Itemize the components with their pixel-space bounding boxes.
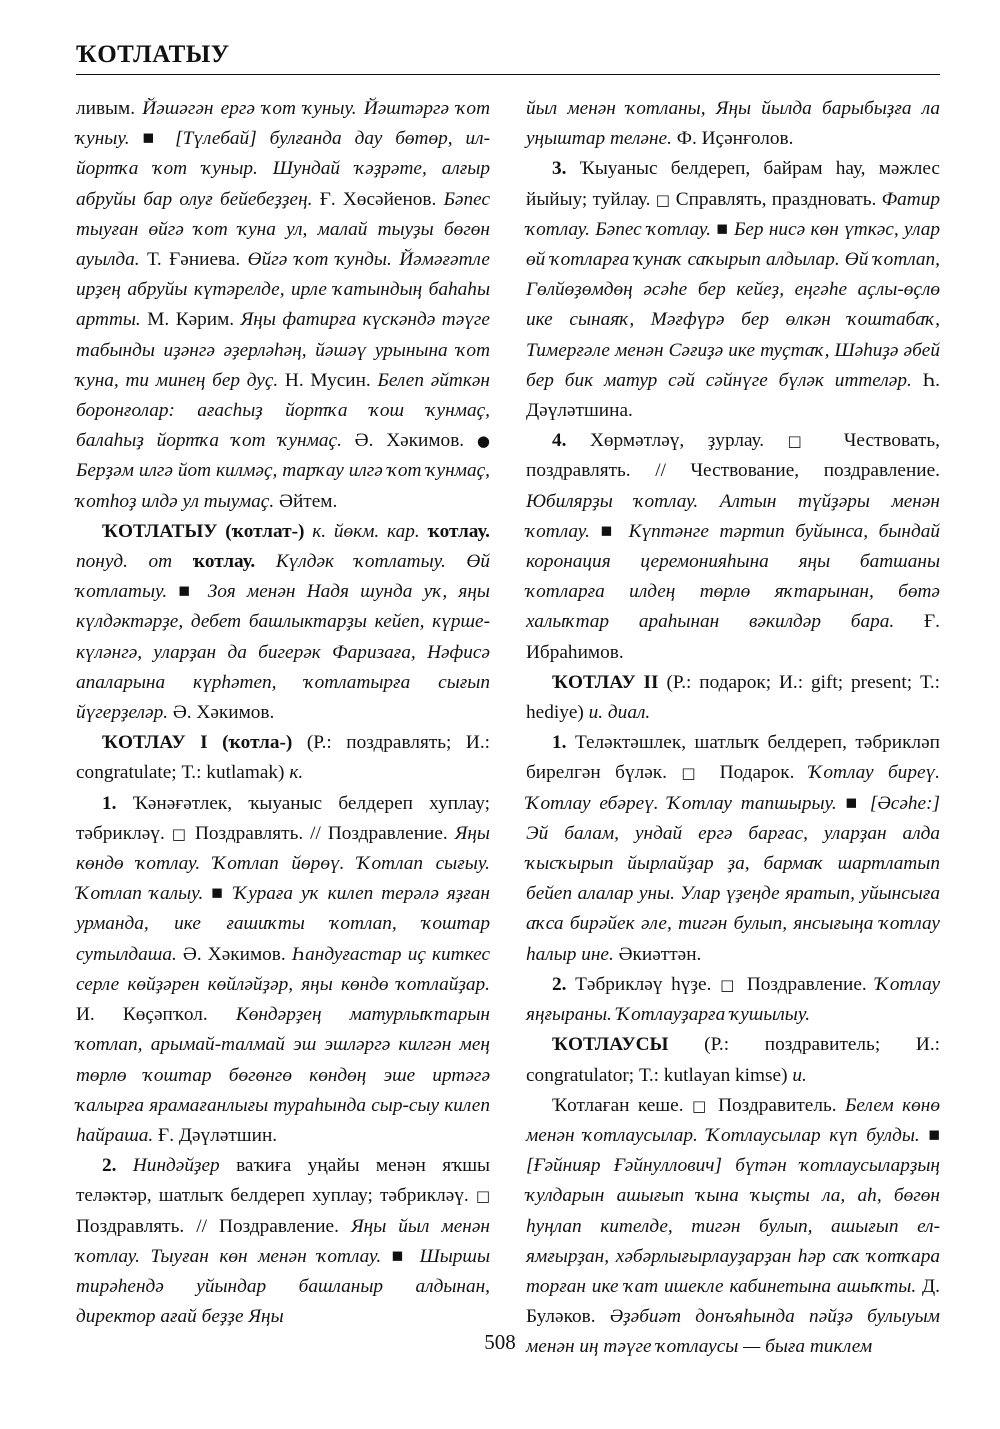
translation-marker: □ — [475, 1187, 490, 1206]
example-text: [Түлебай] булғанда дау бөтөр, ил-йортҡа ҡот ҡуныр. Шундай ҡәҙрәте, алғыр абруйы бар олуғ бейебеҙҙең. — [76, 128, 490, 210]
example-text: Белем көнө менән ҡотлаусылар. Ҡотлаусылар күп булды. — [526, 1094, 940, 1146]
headword: ҠОТЛАУ I (ҡотла-) — [102, 732, 293, 754]
example-text: Фатир ҡотлау. Бәпес ҡотлау. — [526, 188, 940, 240]
source-author: И. Көҫәпҡол. — [76, 1004, 236, 1026]
sense-number: 4. — [552, 430, 567, 452]
source-author: Н. Мусин. — [278, 369, 378, 391]
translation-marker: □ — [171, 824, 189, 843]
source-author: Ғ. Ибраһимов. — [526, 611, 940, 663]
example-text: Бер нисә көн үткәс, улар өй ҡотларға ҡунаҡ саҡырып алдылар. Өй ҡотлап, Гөлйөҙөмдөң әсәһе бер кейеҙ, еңгәһе аҫлы-өҫлө ике сынаяҡ, Мәғфүрә бер өлкән ҡоштабаҡ, Тимерғәле менән Сәғиҙә ике туҫтаҡ, Шәһиҙә әбей бер бик матур сәй сәйнүге бүләк иттеләр. — [526, 218, 940, 391]
part-of-speech: и. диал. — [588, 702, 651, 724]
example-text: [Ғәйнияр Ғәйнуллович] бүтән ҡотлаусыларҙың ҡулдарын ашығып ҡына ҡыҫты ла, аһ, бөгөн һуңлап кителде, тигән булып, ашығып ел-ямғырҙан, хәбәрлығырлауҙарҙан һәр саҡ ҡотҡара торған ике ҡат ишекле кабинетына ашыҡты. — [526, 1155, 940, 1297]
example-text: Күптәнге тәртип буйынса, бындай коронация церемонияһына яңы батшаны ҡотларға илдең төрлө яҡтарынан, бөтә халыҡтар араһынан вәкилдәр бара. — [526, 520, 940, 633]
example-marker: ■ — [381, 1245, 420, 1267]
sense-4: 4. Хөрмәтләү, ҙурлау. □ Чествовать, поздравлять. // Чествование, поздравление. Юбилярҙы ҡотлау. Алтын түйҙәры менән ҡотлау. ■ Күптәнге тәртип буйынса, бындай коронация церемонияһына яңы батшаны ҡотларға илдең төрлө яҡтарынан, бөтә халыҡтар араһынан вәкилдәр бара. Ғ. Ибраһимов. — [526, 430, 940, 663]
source-author: Әкиәттән. — [613, 943, 702, 965]
example-text: йыл менән ҡотланы, Яңы йылда барыбыҙға ла уңыштар теләне. — [526, 98, 940, 150]
sense-number: 3. — [552, 158, 567, 180]
part-of-speech: и. — [792, 1064, 807, 1086]
example-text: Яңы көндө ҡотлау. Ҡотлап йөрөү. Ҡотлап сығыу. Ҡотлап ҡалыу. — [76, 822, 490, 905]
sense-2: 2. Тәбрикләү һүҙе. □ Поздравление. Ҡотлау яңғыраны. Ҡотлауҙарға ҡушылыу. — [526, 973, 941, 1026]
source-author: Әйтем. — [274, 490, 338, 512]
entry-kotlau-1 — [76, 728, 490, 788]
definition: Ҡотлаған кеше. □ Поздравитель. Белем көнө менән ҡотлаусылар. Ҡотлаусылар күп булды. ■ [Ғәйнияр Ғәйнуллович] бүтән ҡотлаусыларҙың ҡулдарын ашығып ҡына ҡыҫты ла, аһ, бөгөн һуңлап кителде, тигән булып, ашығып ел-ямғырҙан, хәбәрлығырлауҙарҙан һәр саҡ ҡотҡара торған ике ҡат ишекле кабинетына ашыҡты. Д. Буләков. Әҙәбиәт донъяһында пәйҙә булыуым менән иң тәүге ҡотлаусы — быға тиклем — [526, 1094, 940, 1358]
source-author: Ә. Хәкимов. — [168, 702, 275, 724]
example-marker: ■ — [129, 128, 176, 150]
example-text: Күлдәк ҡотлатыу. Өй ҡотлатыу. — [76, 551, 490, 603]
example-text: Яңы йыл менән ҡотлау. Тыуған көн менән ҡотлау. — [76, 1215, 490, 1267]
example-text: Өйгә ҡот ҡунды. Йәмәғәтле ирҙең абруйы күтәрелде, ирле ҡатындың баһаһы артты. — [76, 249, 490, 331]
source-author: Ә. Хәкимов. — [176, 943, 292, 965]
proverb-marker: ● — [476, 432, 490, 451]
sense-3: 3. Ҡыуаныс белдереп, байрам һау, мәжлес йыйыу; туйлау. □ Справлять, праздновать. Фатир ҡотлау. Бәпес ҡотлау. ■ Бер нисә көн үткәс, улар өй ҡотларға ҡунаҡ саҡырып алдылар. Өй ҡотлап, Гөлйөҙөмдөң әсәһе бер кейеҙ, еңгәһе аҫлы-өҫлө ике сынаяҡ, Мәғфүрә бер өлкән ҡоштабаҡ, Тимерғәле менән Сәғиҙә ике туҫтаҡ, Шәһиҙә әбей бер бик матур сәй сәйнүге бүләк иттеләр. Һ. Дәүләтшина. — [526, 158, 940, 422]
example-text: Юбилярҙы ҡотлау. Алтын түйҙәры менән ҡотлау. — [526, 490, 940, 542]
example-text: Әҙәбиәт донъяһында пәйҙә булыуым менән иң тәүге ҡотлаусы — быға тиклем — [526, 1306, 940, 1358]
headword: ҠОТЛАУСЫ — [552, 1034, 669, 1056]
sense-1: 1. Теләктәшлек, шатлыҡ белдереп, тәбрикләп бирелгән бүләк. □ Подарок. Ҡотлау биреү. Ҡотлау ебәреү. Ҡотлау тапшырыу. ■ [Әсәһе:] Эй балам, ундай ергә барғас, уларҙан алда ҡысҡырып йырлайҙар ҙа, бармаҡ шартлатып бейеп алалар уны. Улар үҙеңде яратып, уйынсыға аҡса бирәйек әле, тигән булып, янсығыңа ҡотлау һалыр ине. Әкиәттән. — [526, 732, 940, 965]
translations: (Р.: поздравитель; И.: congratulator; Т.: kutlayan kimse) — [526, 1034, 940, 1086]
example-text: Һандуғастар иҫ киткес серле көйҙәрен көйләйҙәр, яңы көндө ҡотлайҙар. — [76, 943, 490, 995]
page-number: 508 — [484, 1330, 516, 1354]
sense-number: 2. — [552, 973, 567, 995]
example-text: Яңы фатирға күскәндә тәүге табынды иҙәнгә әҙерләһәң, йәшәү урынына ҡот ҡуна, ти минең бер дуҫ. — [76, 309, 490, 391]
entry-kotlau-2 — [526, 668, 940, 728]
example-text: [Әсәһе:] Эй балам, ундай ергә барғас, уларҙан алда ҡысҡырып йырлайҙар ҙа, бармаҡ шартлатып бейеп алалар уны. Улар үҙеңде яратып, уйынсыға аҡса бирәйек әле, тигән булып, янсығыңа ҡотлау һалыр ине. — [526, 792, 940, 965]
part-of-speech: к. — [289, 762, 304, 784]
example-marker: ■ — [919, 1124, 940, 1146]
translations: (Р.: подарок; И.: gift; present; Т.: hediye) — [526, 671, 940, 724]
example-text: Ҡураға уҡ килеп терәлә яҙған урманда, ике ғашиҡты ҡотлап, ҡоштар сутылдаша. — [76, 883, 490, 965]
right-column — [526, 94, 940, 1363]
header-rule — [76, 74, 940, 75]
source-author: Ғ. Дәүләтшин. — [153, 1124, 278, 1146]
sense-2-continuation — [526, 94, 940, 154]
translation-marker: □ — [720, 975, 739, 994]
running-head-title: ҠОТЛАТЫУ — [76, 41, 230, 68]
example-marker: ■ — [836, 792, 870, 814]
example-marker: ■ — [711, 218, 734, 240]
example-text: Бәпес тыуған өйгә ҡот ҡуна ул, малай тыуҙы бөгөн ауылда. — [76, 188, 490, 271]
translation-marker: □ — [655, 190, 671, 209]
sense-2: 2. Ниндәйҙер ваҡиға уңайы менән яҡшы теләктәр, шатлыҡ белдереп хуплау; тәбрикләү. □ Поздравлять. // Поздравление. Яңы йыл менән ҡотлау. Тыуған көн менән ҡотлау. ■ Шыршы тирәһендә уйындар башланыр алдынан, директор ағай беҙҙе Яңы — [76, 1155, 490, 1328]
example-text: Шыршы тирәһендә уйындар башланыр алдынан, директор ағай беҙҙе Яңы — [76, 1245, 490, 1328]
example-marker: ■ — [203, 883, 234, 905]
example-marker: ■ — [167, 581, 208, 603]
sense-1: 1. Ҡәнәғәтлек, ҡыуаныс белдереп хуплау; тәбрикләү. □ Поздравлять. // Поздравление. Яңы көндө ҡотлау. Ҡотлап йөрөү. Ҡотлап сығыу. Ҡотлап ҡалыу. ■ Ҡураға уҡ килеп терәлә яҙған урманда, ике ғашиҡты ҡотлап, ҡоштар сутылдаша. Ә. Хәкимов. Һандуғастар иҫ киткес серле көйҙәрен көйләйҙәр, яңы көндө ҡотлайҙар. И. Көҫәпҡол. Көндәрҙең матурлыҡтарын ҡотлап, арымай-талмай эш эшләргә килгән мең төрлө ҡоштар бөгөнгө көндөң эше иртәгә ҡалырға ярамағанлығы турaһында сыр-сыу килеп һайраша. Ғ. Дәүләтшин. — [76, 792, 491, 1146]
source-author: Т. Ғәниева. — [139, 249, 248, 271]
running-header — [76, 40, 940, 70]
left-column — [76, 94, 490, 1332]
example-text: Ҡотлау биреү. Ҡотлау ебәреү. Ҡотлау тапшырыу. — [526, 762, 940, 814]
sense-number: 2. — [102, 1155, 117, 1177]
headword: ҠОТЛАТЫУ (ҡотлат-) — [102, 520, 305, 542]
source-author: Ф. Иҫәнғолов. — [671, 128, 794, 150]
source-author: Д. Буләков. — [526, 1275, 940, 1328]
example-text: Ҡотлау яңғыраны. Ҡотлауҙарға ҡушылыу. — [526, 973, 941, 1026]
example-marker: ■ — [589, 520, 629, 542]
sense-number: 1. — [102, 792, 117, 814]
example-text: Көндәрҙең матурлыҡтарын ҡотлап, арымай-талмай эш эшләргә килгән мең төрлө ҡоштар бөгөнгө көндөң эше иртәгә ҡалырға ярамағанлығы турaһында сыр-сыу килеп һайраша. — [76, 1004, 491, 1146]
source-author: Ғ. Хөсәйенов. — [312, 188, 444, 210]
headword: ҠОТЛАУ II — [552, 671, 659, 693]
example-text: Берҙәм илгә йот килмәҫ, тарҡау илгә ҡот ҡунмаҫ, ҡотһоҙ илдә ул тыумаҫ. — [76, 460, 490, 512]
example-text: Белеп әйткән боронғолар: ағасһыҙ йортҡа ҡош ҡунмаҫ, балаһыҙ йортҡа ҡот ҡунмаҫ. — [76, 369, 490, 452]
example-text: Йәшәгән ергә ҡот ҡуныу. Йәштәргә ҡот ҡуныу. — [76, 98, 491, 150]
example-text: Зоя менән Надя шунда уҡ, яңы күлдәктәрҙе, дебет башлыктарҙы кейеп, күрше-күләнгә, уларҙан да бигерәк Фаризаға, Нәфисә апаларына күрһәтеп, ҡотлатырға сығып йүгерҙеләр. — [76, 581, 490, 724]
source-author: М. Кәрим. — [140, 309, 241, 331]
translation-marker: □ — [787, 432, 821, 451]
translations: (Р.: поздравлять; И.: congratulate; Т.: kutlamak) — [76, 732, 490, 784]
source-author: Һ. Дәүләтшина. — [526, 369, 940, 422]
entry-kotlausy — [526, 1030, 940, 1090]
entry-continuation: ливым. Йәшәгән ергә ҡот ҡуныу. Йәштәргә ҡот ҡуныу. ■ [Түлебай] булғанда дау бөтөр, ил-йортҡа ҡот ҡуныр. Шундай ҡәҙрәте, алғыр абруйы бар олуғ бейебеҙҙең. Ғ. Хөсәйенов. Бәпес тыуған өйгә ҡот ҡуна ул, малай тыуҙы бөгөн ауылда. Т. Ғәниева. Өйгә ҡот ҡунды. Йәмәғәтле ирҙең абруйы күтәрелде, ирле ҡатындың баһаһы артты. М. Кәрим. Яңы фатирға күскәндә тәүге табынды иҙәнгә әҙерләһәң, йәшәү урынына ҡот ҡуна, ти минең бер дуҫ. Н. Мусин. Белеп әйткән боронғолар: ағасһыҙ йортҡа ҡош ҡунмаҫ, балаһыҙ йортҡа ҡот ҡунмаҫ. Ә. Хәкимов. ● Берҙәм илгә йот килмәҫ, тарҡау илгә ҡот ҡунмаҫ, ҡотһоҙ илдә ул тыумаҫ. Әйтем. — [76, 98, 491, 512]
translation-marker: □ — [691, 1096, 710, 1115]
source-author: Ә. Хәкимов. — [341, 430, 477, 452]
sense-number: 1. — [552, 732, 567, 754]
translation-marker: □ — [681, 764, 706, 783]
entry-kotlatyu: ҠОТЛАТЫУ (ҡотлат-) к. йөкм. кар. ҡотлау. понуд. от ҡотлау. Күлдәк ҡотлатыу. Өй ҡотлатыу. ■ Зоя менән Надя шунда уҡ, яңы күлдәктәрҙе, дебет башлыктарҙы кейеп, күрше-күләнгә, уларҙан да бигерәк Фаризаға, Нәфисә апаларына күрһәтеп, ҡотлатырға сығып йүгерҙеләр. Ә. Хәкимов. — [76, 520, 490, 724]
